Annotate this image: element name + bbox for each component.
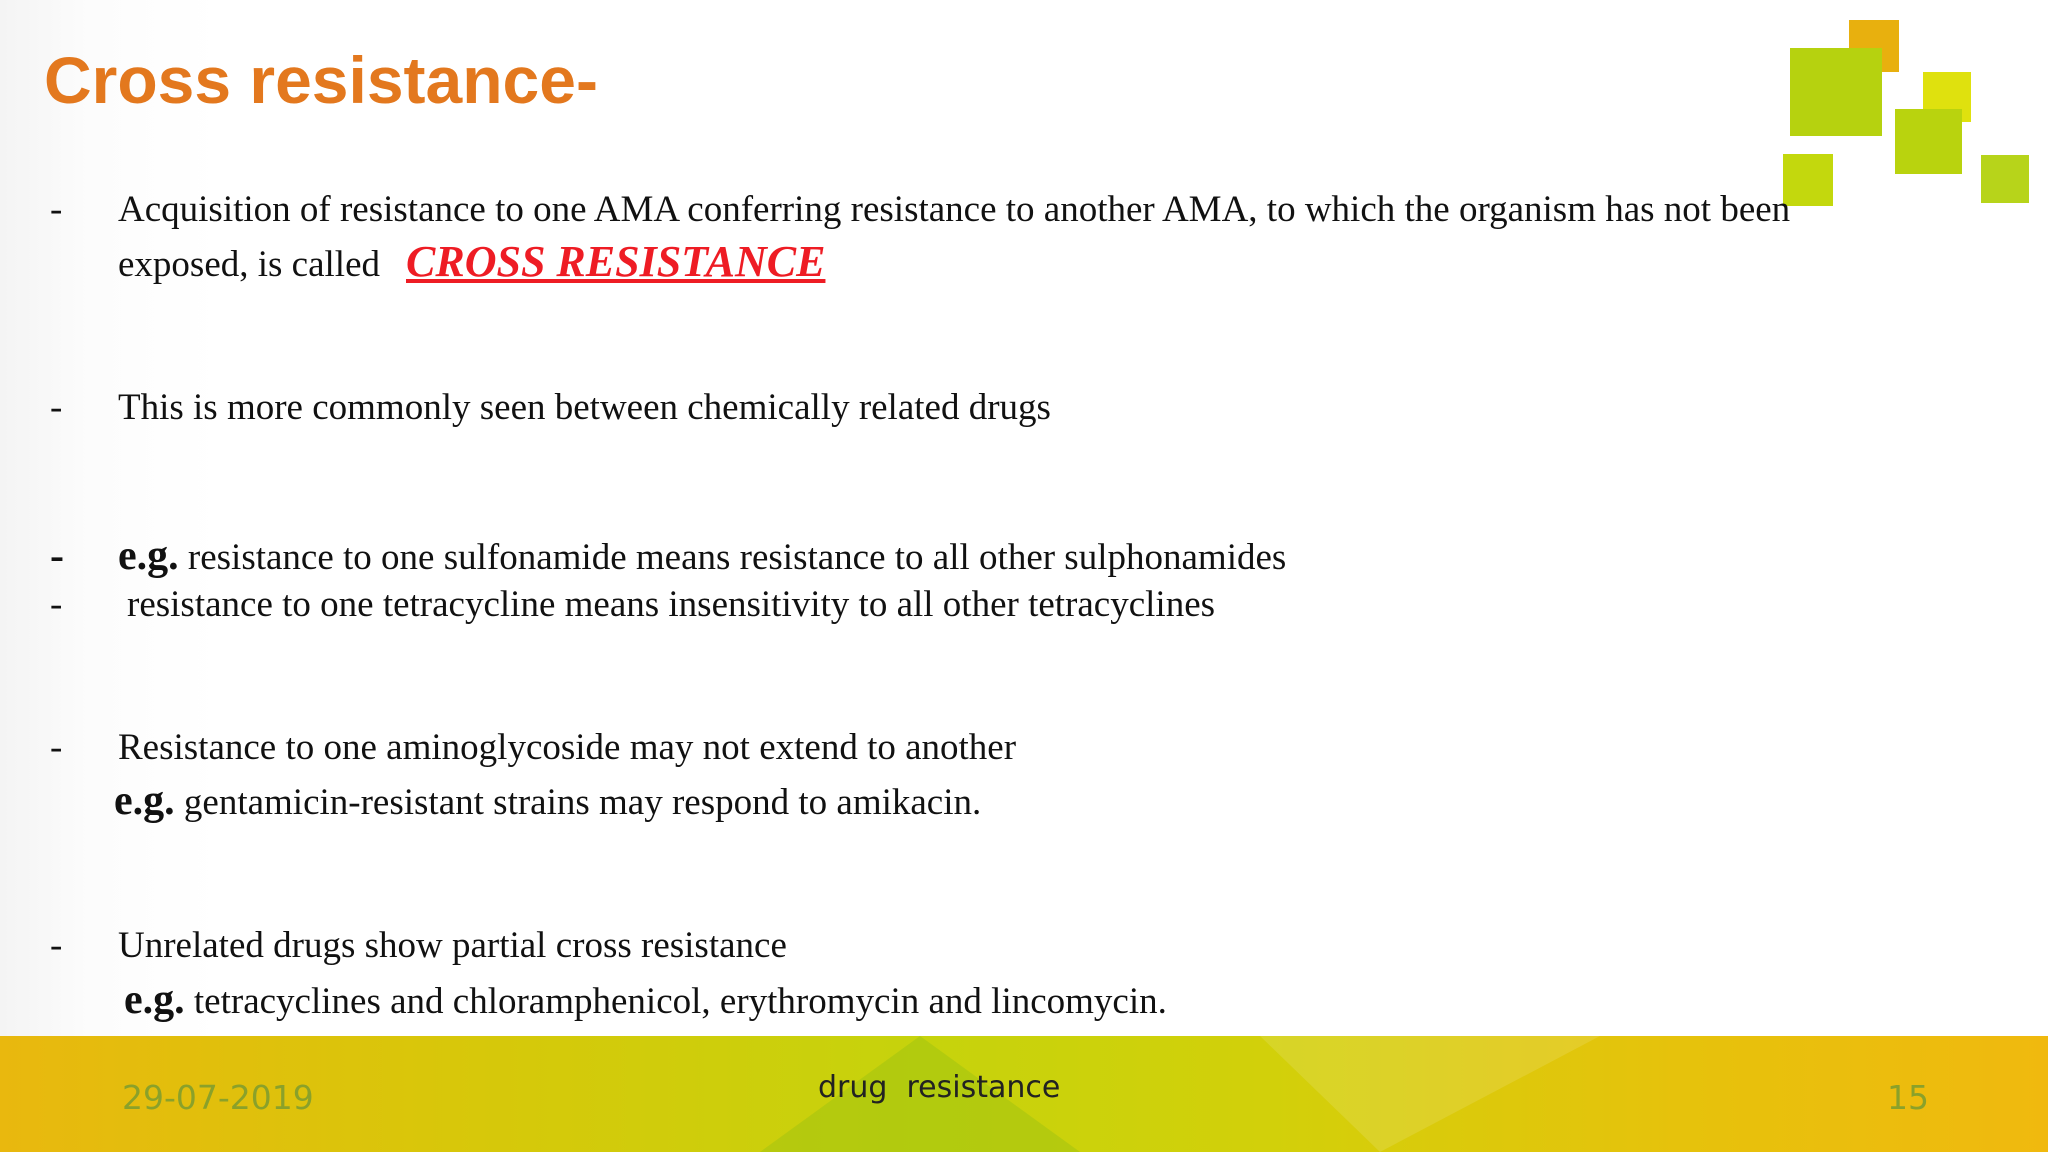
- bullet-5-example-body: gentamicin-resistant strains may respond to amikacin.: [174, 782, 982, 823]
- bullet-3-body: resistance to one sulfonamide means resistance to all other sulphonamides: [178, 537, 1287, 578]
- bullet-1-text: exposed, is called: [118, 244, 380, 285]
- eg-label: e.g.: [114, 778, 175, 824]
- bullet-dash: -: [50, 533, 64, 579]
- bullet-dash: -: [50, 727, 63, 768]
- bullet-1-text-line-1: Acquisition of resistance to one AMA conferring resistance to another AMA, to which the organism has not been: [118, 189, 1791, 230]
- bullet-1-line-1: [0, 182, 2040, 238]
- bullet-4-text: resistance to one tetracycline means insensitivity to all other tetracyclines: [127, 584, 1216, 625]
- bullet-5-text: Resistance to one aminoglycoside may not extend to another: [118, 727, 1017, 768]
- footer-shade: [1260, 1036, 1600, 1152]
- deco-square-large: [1790, 48, 1882, 136]
- bullet-dash: -: [50, 189, 63, 230]
- bullet-6-text: Unrelated drugs show partial cross resistance: [118, 925, 787, 966]
- bullet-3: [0, 528, 1600, 584]
- footer-date: 29-07-2019: [122, 1078, 314, 1117]
- bullet-5-line-1: [0, 720, 1400, 776]
- bullet-dash: -: [50, 387, 63, 428]
- bullet-5-example: [114, 773, 981, 831]
- footer-title: drug resistance: [818, 1070, 1061, 1105]
- bullet-4: [0, 577, 1600, 633]
- bullet-2-text: This is more commonly seen between chemically related drugs: [118, 387, 1051, 428]
- bullet-5-line-2: [0, 773, 1400, 829]
- bullet-6-line-1: [0, 918, 1400, 974]
- bullet-1-text-line-2: [118, 234, 825, 293]
- eg-label: e.g.: [118, 533, 179, 579]
- eg-label: e.g.: [124, 977, 185, 1023]
- bullet-2: [0, 380, 1400, 436]
- bullet-6-line-2: [0, 972, 1500, 1028]
- bullet-dash: -: [50, 584, 63, 625]
- bullet-1-line-2: [0, 234, 1200, 290]
- bullet-6-example: [124, 972, 1167, 1030]
- slide-title: Cross resistance-: [44, 43, 598, 117]
- cross-resistance-highlight: CROSS RESISTANCE: [406, 237, 826, 286]
- bullet-6-example-body: tetracyclines and chloramphenicol, erythromycin and lincomycin.: [184, 981, 1167, 1022]
- deco-square-mid: [1895, 109, 1962, 174]
- page-number: 15: [1887, 1078, 1929, 1117]
- bullet-dash: -: [50, 925, 63, 966]
